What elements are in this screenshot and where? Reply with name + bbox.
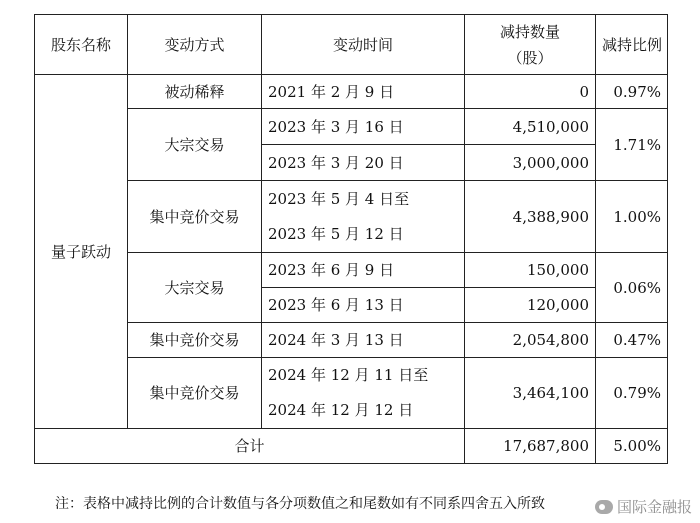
time-cell: 2023 年 6 月 13 日 <box>262 288 465 323</box>
method-cell: 大宗交易 <box>128 109 262 181</box>
method-cell: 集中竞价交易 <box>128 323 262 358</box>
header-quantity-label: 减持数量 <box>499 22 560 41</box>
share-reduction-table <box>34 14 668 464</box>
header-ratio: 减持比例 <box>596 15 668 75</box>
time-cell: 2021 年 2 月 9 日 <box>262 75 465 109</box>
time-cell <box>262 181 465 253</box>
total-row <box>35 429 668 464</box>
quantity-cell: 4,510,000 <box>465 109 596 145</box>
total-label: 合计 <box>35 429 465 464</box>
header-quantity-unit: （股） <box>507 48 553 67</box>
ratio-cell: 0.79% <box>596 358 668 429</box>
time-end: 2024 年 12 月 12 日 <box>268 401 414 419</box>
time-cell: 2023 年 3 月 16 日 <box>262 109 465 145</box>
watermark-text: 国际金融报 <box>616 498 692 516</box>
ratio-cell: 1.71% <box>596 109 668 181</box>
header-row <box>35 15 668 75</box>
quantity-cell: 120,000 <box>465 288 596 323</box>
total-ratio: 5.00% <box>596 429 668 464</box>
method-cell: 大宗交易 <box>128 253 262 323</box>
table-row <box>35 109 668 145</box>
watermark <box>595 496 692 517</box>
table-row <box>35 253 668 288</box>
time-end: 2023 年 5 月 12 日 <box>268 224 404 243</box>
total-quantity: 17,687,800 <box>465 429 596 464</box>
time-cell: 2023 年 3 月 20 日 <box>262 145 465 181</box>
quantity-cell: 0 <box>465 75 596 109</box>
table-row <box>35 323 668 358</box>
weibo-logo-icon <box>595 500 613 514</box>
table-row <box>35 75 668 109</box>
method-cell: 集中竞价交易 <box>128 358 262 429</box>
ratio-cell: 0.97% <box>596 75 668 109</box>
ratio-cell: 0.47% <box>596 323 668 358</box>
method-cell: 被动稀释 <box>128 75 262 109</box>
ratio-cell: 0.06% <box>596 253 668 323</box>
header-method: 变动方式 <box>128 15 262 75</box>
table-row <box>35 181 668 253</box>
header-holder: 股东名称 <box>35 15 128 75</box>
quantity-cell: 4,388,900 <box>465 181 596 253</box>
time-cell: 2023 年 6 月 9 日 <box>262 253 465 288</box>
header-time: 变动时间 <box>262 15 465 75</box>
quantity-cell: 150,000 <box>465 253 596 288</box>
header-quantity <box>465 15 596 75</box>
time-cell: 2024 年 3 月 13 日 <box>262 323 465 358</box>
method-cell: 集中竞价交易 <box>128 181 262 253</box>
time-start: 2023 年 5 月 4 日至 <box>268 189 410 208</box>
time-start: 2024 年 12 月 11 日至 <box>268 366 429 384</box>
table-row <box>35 358 668 429</box>
time-cell <box>262 358 465 429</box>
quantity-cell: 3,464,100 <box>465 358 596 429</box>
quantity-cell: 3,000,000 <box>465 145 596 181</box>
footnote: 注：表格中减持比例的合计数值与各分项数值之和尾数如有不同系四舍五入所致 <box>55 496 545 512</box>
ratio-cell: 1.00% <box>596 181 668 253</box>
quantity-cell: 2,054,800 <box>465 323 596 358</box>
holder-name: 量子跃动 <box>35 75 128 429</box>
